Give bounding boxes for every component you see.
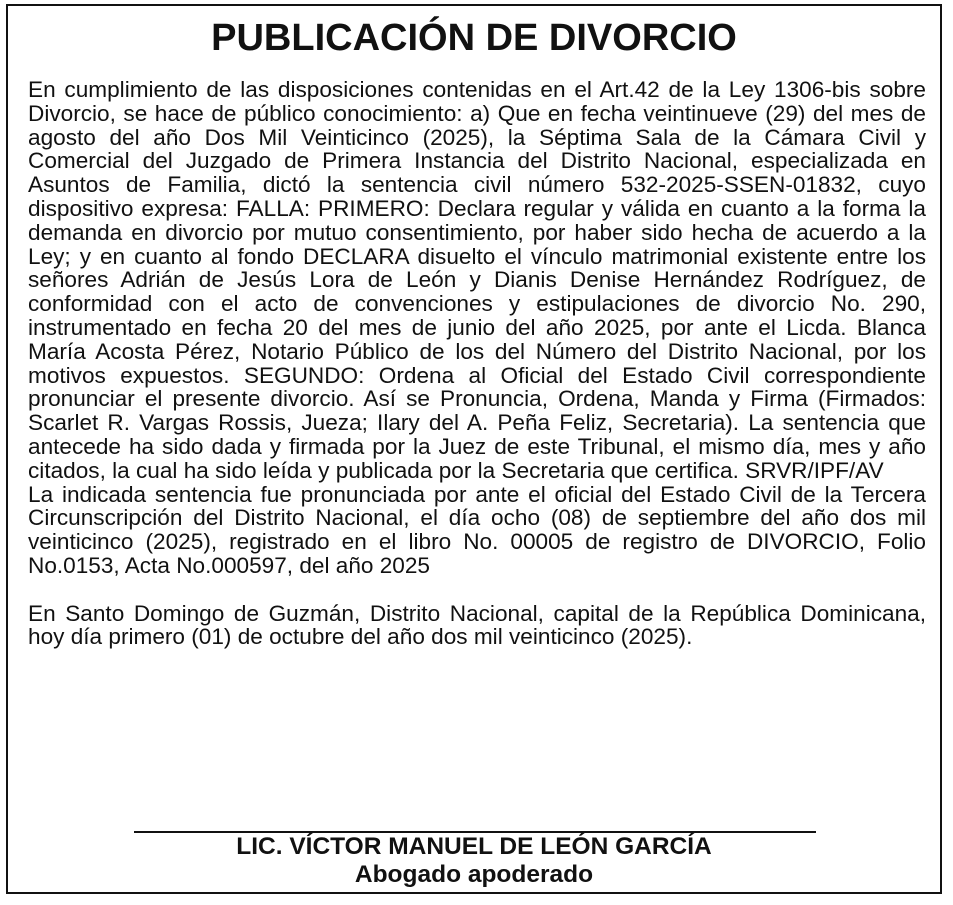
notice-body — [28, 78, 926, 649]
signer-name: LIC. VÍCTOR MANUEL DE LEÓN GARCÍA — [236, 833, 712, 860]
signer-role: Abogado apoderado — [354, 861, 594, 888]
notice-paragraph-ruling: En cumplimiento de las disposiciones contenidas en el Art.42 de la Ley 1306-bis sobre Divorcio, se hace de público conocimiento: a) Que en fecha veintinueve (29) del mes de agosto del año Dos Mil Veinticinco (2025), la Séptima Sala de la Cámara Civil y Comercial del Juzgado de Primera Instancia del Distrito Nacional, especializada en Asuntos de Familia, dictó la sentencia civil número 532-2025-SSEN-01832, cuyo dispositivo expresa: FALLA: PRIMERO: Declara regular y válida en cuanto a la forma la demanda en divorcio por mutuo consentimiento, por haber sido hecha de acuerdo a la Ley; y en cuanto al fondo DECLARA disuelto el vínculo matrimonial existente entre los señores Adrián de Jesús Lora de León y Dianis Denise Hernández Rodríguez, de conformidad con el acto de convenciones y estipulaciones de divorcio No. 290, instrumentado en fecha 20 del mes de junio del año 2025, por ante el Licda. Blanca María Acosta Pérez, Notario Público de los del Número del Distrito Nacional, por los motivos expuestos. SEGUNDO: Ordena al Oficial del Estado Civil correspondiente pronunciar el presente divorcio. Así se Pronuncia, Ordena, Manda y Firma (Firmados: Scarlet R. Vargas Rossis, Jueza; Ilary del A. Peña Feliz, Secretaria). La sentencia que antecede ha sido dada y firmada por la Juez de este Tribunal, el mismo día, mes y año citados, la cual ha sido leída y publicada por la Secretaria que certifica. SRVR/IPF/AV — [28, 77, 926, 483]
notice-paragraph-place-date: En Santo Domingo de Guzmán, Distrito Nacional, capital de la República Dominicana, hoy día primero (01) de octubre del año dos mil veinticinco (2025). — [28, 600, 926, 650]
divorce-notice — [6, 4, 942, 894]
notice-paragraph-registration: La indicada sentencia fue pronunciada por ante el oficial del Estado Civil de la Tercera Circunscripción del Distrito Nacional, el día ocho (08) de septiembre del año dos mil veinticinco (2025), registrado en el libro No. 00005 de registro de DIVORCIO, Folio No.0153, Acta No.000597, del año 2025 — [28, 481, 926, 578]
notice-title: PUBLICACIÓN DE DIVORCIO — [211, 17, 737, 59]
